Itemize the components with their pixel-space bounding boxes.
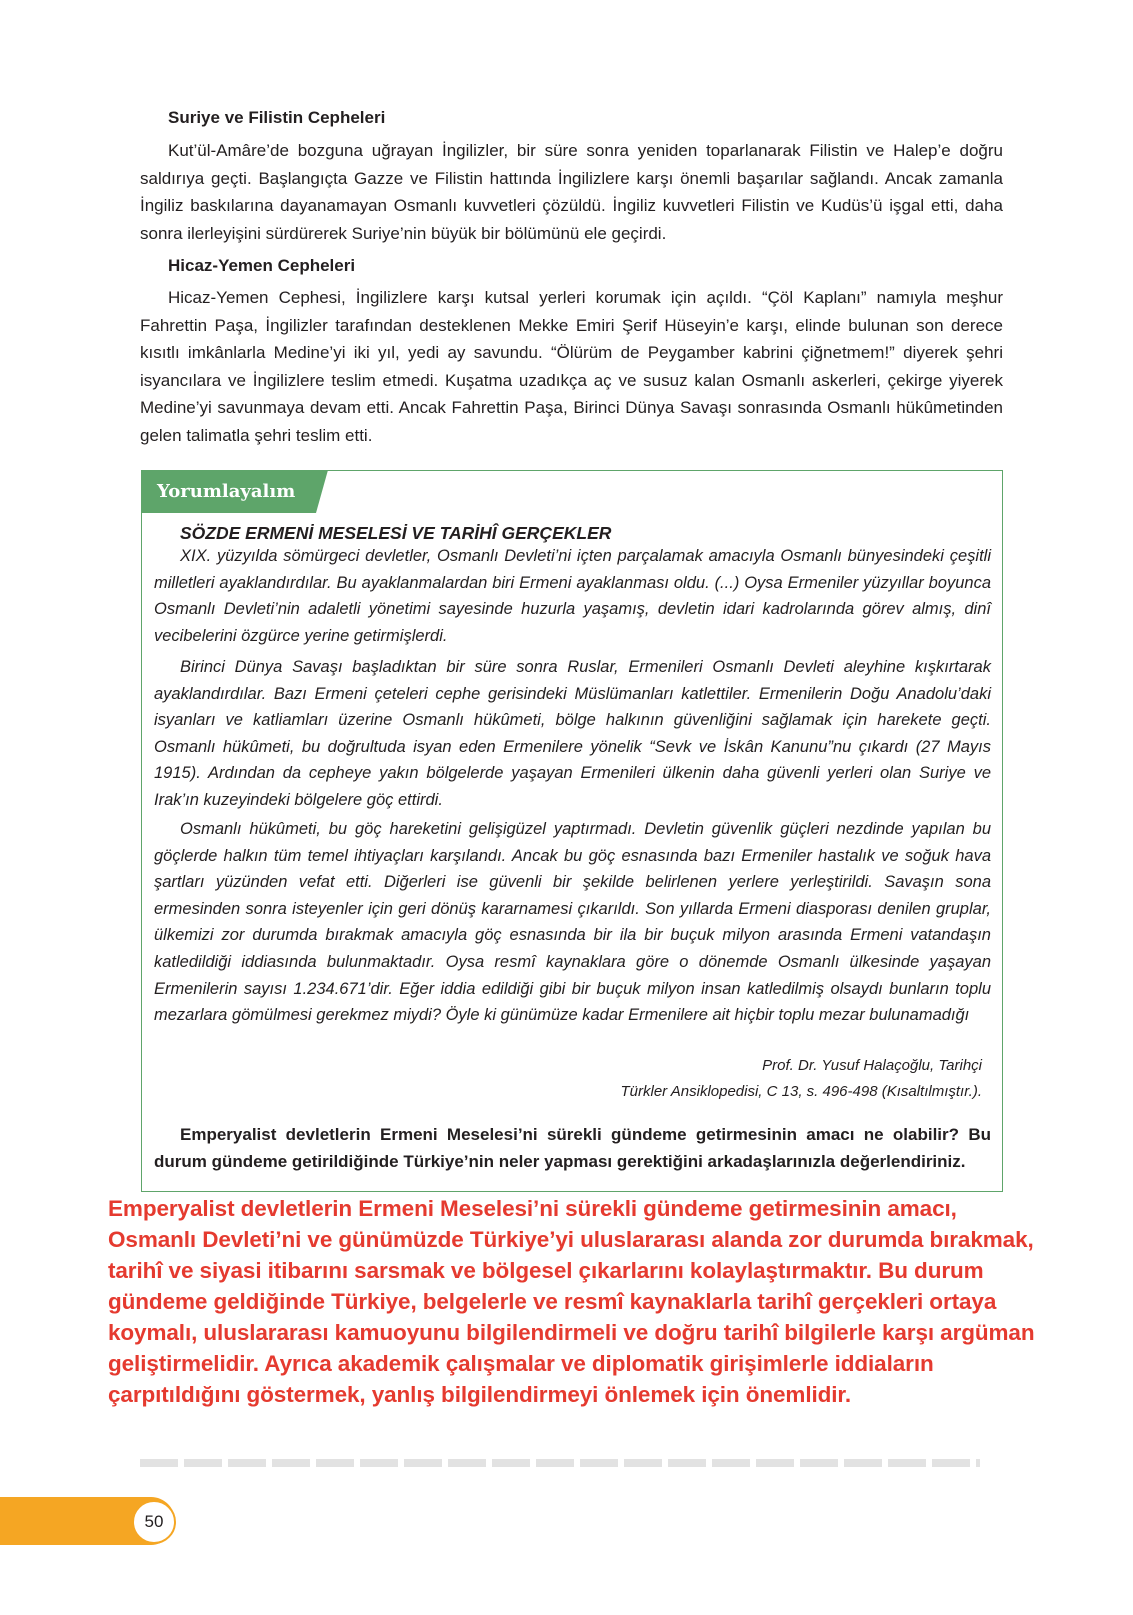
page-number: 50 xyxy=(132,1500,176,1544)
box-paragraph-1: XIX. yüzyılda sömürgeci devletler, Osmanlı Devleti’ni içten parçalamak amacıyla Osmanlı bünyesindeki çeşitli milletleri ayaklandırdılar. Bu ayaklanmalardan biri Ermeni ayaklanması oldu. (...) Oysa Ermeniler yüzyıllar boyunca Osmanlı Devleti’nin adaletli yönetimi sayesinde huzurla yaşamış, devletin idari kadrolarında görev almış, dinî vecibelerini özgürce yerine getirmişlerdi. xyxy=(154,547,991,645)
answer-text: Emperyalist devletlerin Ermeni Meselesi’ni sürekli gündeme getirmesinin amacı, Osmanlı Devleti’ni ve günümüzde Türkiye’yi uluslararası alanda zor durumda bırakmak, tarihî ve siyasi itibarını sarsmak ve bölgesel çıkarlarını kolaylaştırmaktır. Bu durum gündeme geldiğinde Türkiye, belgelerle ve resmî kaynaklarla tarihî gerçekleri ortaya koymalı, uluslararası kamuoyunu bilgilendirmeli ve doğru tarihî bilgilerle karşı argüman geliştirmelidir. Ayrıca akademik çalışmalar ve diplomatik girişimlerle iddiaların çarpıtıldığını göstermek, yanlış bilgilendirmeyi önlemek için önemlidir. xyxy=(108,1196,1035,1407)
yorumlayalim-tag: Yorumlayalım xyxy=(141,470,316,513)
section-title-hicaz: Hicaz-Yemen Cepheleri xyxy=(168,256,356,275)
section-title-suriye: Suriye ve Filistin Cepheleri xyxy=(168,108,386,127)
box-paragraph-2: Birinci Dünya Savaşı başladıktan bir süre sonra Ruslar, Ermenileri Osmanlı Devleti aleyhine kışkırtarak ayaklandırdılar. Bazı Ermeni çeteleri cephe gerisindeki Müslümanları katlettiler. Ermenilerin Doğu Anadolu’daki isyanları ve katliamları üzerine Osmanlı hükûmeti, bölge halkının güvenliğini sağlamak için harekete geçti. Osmanlı hükûmeti, bu doğrultuda isyan eden Ermenilere yönelik “Sevk ve İskân Kanunu”nu çıkardı (27 Mayıs 1915). Ardından da cepheye yakın bölgelerde yaşayan Ermenileri ülkenin daha güvenli yerleri olan Suriye ve Irak’ın kuzeyindeki bölgelere göç ettirdi. xyxy=(154,658,991,809)
section-paragraph-suriye: Kut’ül-Amâre’de bozguna uğrayan İngilizler, bir süre sonra yeniden toparlanarak Filistin ve Halep’e doğru saldırıya geçti. Başlangıçta Gazze ve Filistin hattında İngilizlere karşı önemli başarılar sağlandı. Ancak zamanla İngiliz baskılarına dayanamayan Osmanlı kuvvetleri çözüldü. İngiliz kuvvetleri Filistin ve Kudüs’ü işgal etti, daha sonra ilerleyişini sürdürerek Suriye’nin büyük bir bölümünü ele geçirdi. xyxy=(140,141,1003,243)
faded-text-line xyxy=(140,1459,980,1467)
citation-author: Prof. Dr. Yusuf Halaçoğlu, Tarihçi xyxy=(762,1057,982,1074)
box-paragraph-3: Osmanlı hükûmeti, bu göç hareketini gelişigüzel yaptırmadı. Devletin güvenlik güçleri nezdinde yapılan bu göçlerde halkın tüm temel ihtiyaçları karşılandı. Ancak bu göç esnasında bazı Ermeniler hastalık ve soğuk hava şartları yüzünden vefat etti. Diğerleri ise güvenli bir şekilde belirlenen yerlere yerleştirildi. Savaşın sona ermesinden sonra isteyenler için geri dönüş kararnamesi çıkarıldı. Son yıllarda Ermeni diasporası denilen gruplar, ülkemizi zor durumda bırakmak amacıyla göç esnasında bir ila bir buçuk milyon arasında Ermeni vatandaşın katledildiği iddiasında bulunmaktadır. Oysa resmî kaynaklara göre o dönemde Osmanlı ülkesinde yaşayan Ermenilerin sayısı 1.234.671’dir. Eğer iddia edildiği gibi bir buçuk milyon insan katledilmiş olsaydı bunların toplu mezarlara gömülmesi gerekmez miydi? Öyle ki günümüze kadar Ermenilere ait hiçbir toplu mezar bulunamadığı xyxy=(154,820,991,1025)
box-question: Emperyalist devletlerin Ermeni Meselesi’ni sürekli gündeme getirmesinin amacı ne olabilir? Bu durum gündeme getirildiğinde Türkiye’nin neler yapması gerektiğini arkadaşlarınızla değerlendiriniz. xyxy=(154,1125,991,1171)
box-title: SÖZDE ERMENİ MESELESİ VE TARİHÎ GERÇEKLER xyxy=(180,523,612,543)
citation-source: Türkler Ansiklopedisi, C 13, s. 496-498 (Kısaltılmıştır.). xyxy=(620,1083,982,1100)
section-paragraph-hicaz: Hicaz-Yemen Cephesi, İngilizlere karşı kutsal yerleri korumak için açıldı. “Çöl Kaplanı” namıyla meşhur Fahrettin Paşa, İngilizler tarafından desteklenen Mekke Emiri Şerif Hüseyin’e karşı, elinde bulunan son derece kısıtlı imkânlarla Medine’yi iki yıl, yedi ay savundu. “Ölürüm de Peygamber kabrini çiğnetmem!” diyerek şehri isyancılara ve İngilizlere teslim etmedi. Kuşatma uzadıkça aç ve susuz kalan Osmanlı askerleri, çekirge yiyerek Medine’yi savunmaya devam etti. Ancak Fahrettin Paşa, Birinci Dünya Savaşı sonrasında Osmanlı hükûmetinden gelen talimatla şehri teslim etti. xyxy=(140,288,1003,445)
